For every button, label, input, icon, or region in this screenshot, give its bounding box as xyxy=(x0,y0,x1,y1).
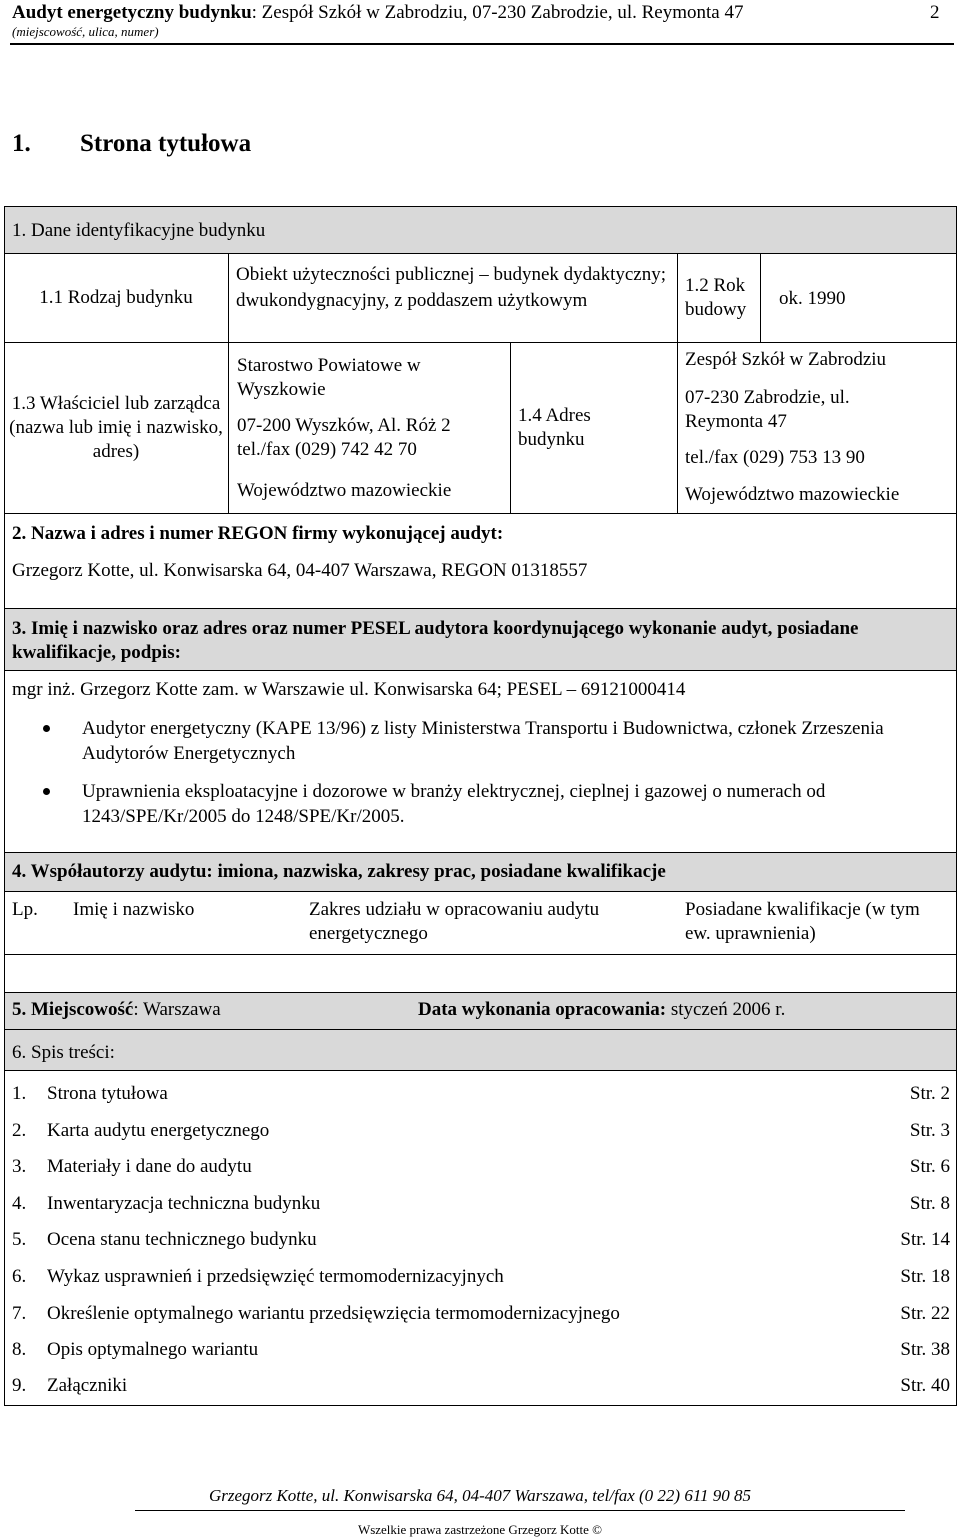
toc-item-label: Inwentaryzacja techniczna budynku xyxy=(47,1193,321,1214)
owner-name: Starostwo Powiatowe w Wyszkowie xyxy=(237,355,421,400)
identification-title: 1. Dane identyfikacyjne budynku xyxy=(12,220,266,241)
coauthors-col-scope: Zakres udziału w opracowaniu audytu energetycznego xyxy=(309,899,600,944)
coauthors-col-name: Imię i nazwisko xyxy=(73,899,195,920)
toc-item-page: Str. 40 xyxy=(900,1375,950,1396)
bullet-icon xyxy=(43,725,50,732)
coauthors-col-lp: Lp. xyxy=(12,899,38,920)
date xyxy=(418,998,785,1022)
toc-item-label: Materiały i dane do audytu xyxy=(47,1156,252,1177)
coauthors-title: 4. Współautorzy audytu: imiona, nazwiska, zakresy prac, posiadane kwalifikacje xyxy=(12,861,666,882)
year-label: 1.2 Rok budowy xyxy=(685,275,747,320)
owner-address: 07-200 Wyszków, Al. Róż 2 tel./fax (029) 742 42 70 xyxy=(237,415,451,460)
footer-divider xyxy=(135,1510,905,1511)
qualification-item: Audytor energetyczny (KAPE 13/96) z listy Ministerstwa Transportu i Budownictwa, członek Zrzeszenia Audytorów Energetycznych xyxy=(82,718,884,764)
footer-copyright: Wszelkie prawa zastrzeżone Grzegorz Kotte © xyxy=(357,1522,603,1537)
firm-value: Grzegorz Kotte, ul. Konwisarska 64, 04-407 Warszawa, REGON 01318557 xyxy=(12,560,588,581)
toc-item-label: Karta audytu energetycznego xyxy=(47,1120,270,1141)
toc-item-page: Str. 8 xyxy=(909,1193,950,1214)
section-title-text: Strona tytułowa xyxy=(80,130,252,157)
toc-item-number: 8. xyxy=(12,1339,27,1360)
toc-item xyxy=(12,1191,952,1217)
toc-item-page: Str. 6 xyxy=(909,1156,950,1177)
toc-item-number: 9. xyxy=(12,1375,27,1396)
document-header-place: : Zespół Szkół w Zabrodziu, 07-230 Zabrodzie, ul. Reymonta 47 xyxy=(251,2,744,23)
toc-item-number: 6. xyxy=(12,1266,27,1287)
toc-item-page: Str. 38 xyxy=(900,1339,950,1360)
section-number: 1. xyxy=(12,130,31,157)
auditor-value: mgr inż. Grzegorz Kotte zam. w Warszawie ul. Konwisarska 64; PESEL – 69121000414 xyxy=(12,679,686,700)
document-header-bold: Audyt energetyczny budynku xyxy=(12,2,252,23)
date-value: styczeń 2006 r. xyxy=(670,999,786,1020)
toc-item-label: Opis optymalnego wariantu xyxy=(47,1339,259,1360)
toc-title: 6. Spis treści: xyxy=(12,1042,115,1063)
toc-item xyxy=(12,1301,952,1327)
bullet-icon xyxy=(43,788,50,795)
place xyxy=(12,998,221,1022)
toc-item xyxy=(12,1118,952,1144)
building-phone: tel./fax (029) 753 13 90 xyxy=(685,447,865,468)
address-label: 1.4 Adres budynku xyxy=(518,405,591,450)
qualification-item: Uprawnienia eksploatacyjne i dozorowe w branży elektrycznej, cieplnej i gazowej o numerach od 1243/SPE/Kr/2005 do 1248/SPE/Kr/2005. xyxy=(82,781,826,827)
toc-item xyxy=(12,1373,952,1399)
footer-contact: Grzegorz Kotte, ul. Konwisarska 64, 04-407 Warszawa, tel/fax (0 22) 611 90 85 xyxy=(208,1486,752,1505)
building-type-value: Obiekt użyteczności publicznej – budynek dydaktyczny; dwukondygnacyjny, z poddaszem użytkowym xyxy=(236,264,667,311)
header-divider xyxy=(10,43,954,45)
firm-title: 2. Nazwa i adres i numer REGON firmy wykonującej audyt: xyxy=(12,523,504,544)
toc-item-label: Wykaz usprawnień i przedsięwzięć termomodernizacyjnych xyxy=(47,1266,504,1287)
building-name: Zespół Szkół w Zabrodziu xyxy=(685,349,887,370)
coauthors-col-qualifications: Posiadane kwalifikacje (w tym ew. uprawnienia) xyxy=(685,899,920,944)
toc-item-page: Str. 14 xyxy=(900,1229,950,1250)
owner-region: Województwo mazowieckie xyxy=(237,480,452,501)
section-title xyxy=(12,130,251,158)
place-value: : Warszawa xyxy=(133,999,221,1020)
place-label: 5. Miejscowość xyxy=(12,999,134,1020)
toc-item xyxy=(12,1081,952,1107)
building-type-label: 1.1 Rodzaj budynku xyxy=(39,287,193,308)
toc-item-page: Str. 22 xyxy=(900,1303,950,1324)
owner-label: 1.3 Właściciel lub zarządca (nazwa lub imię i nazwisko, adres) xyxy=(9,393,223,462)
date-label: Data wykonania opracowania: xyxy=(418,999,667,1020)
toc-item-page: Str. 3 xyxy=(909,1120,950,1141)
toc-item xyxy=(12,1264,952,1290)
toc-item-number: 2. xyxy=(12,1120,27,1141)
building-address: 07-230 Zabrodzie, ul. Reymonta 47 xyxy=(685,387,850,432)
toc-item-number: 7. xyxy=(12,1303,27,1324)
document-header-subtitle: (miejscowość, ulica, numer) xyxy=(12,24,159,39)
toc-item-label: Określenie optymalnego wariantu przedsięwzięcia termomodernizacyjnego xyxy=(47,1303,620,1324)
toc-item-page: Str. 2 xyxy=(909,1083,950,1104)
toc-item-label: Załączniki xyxy=(47,1375,128,1396)
toc-item-number: 3. xyxy=(12,1156,27,1177)
toc-item-number: 4. xyxy=(12,1193,27,1214)
toc-item-label: Strona tytułowa xyxy=(47,1083,168,1104)
page-number: 2 xyxy=(930,2,940,23)
toc-title-box xyxy=(4,1029,957,1071)
toc-item-number: 1. xyxy=(12,1083,27,1104)
toc-item-page: Str. 18 xyxy=(900,1266,950,1287)
toc-item xyxy=(12,1337,952,1363)
toc-item xyxy=(12,1154,952,1180)
year-value: ok. 1990 xyxy=(779,288,846,309)
toc-item-label: Ocena stanu technicznego budynku xyxy=(47,1229,317,1250)
document-header-title xyxy=(12,2,743,24)
auditor-title: 3. Imię i nazwisko oraz adres oraz numer PESEL audytora koordynującego wykonanie audyt, posiadane kwalifikacje, podpis: xyxy=(12,618,859,663)
toc-item xyxy=(12,1227,952,1253)
building-region: Województwo mazowieckie xyxy=(685,484,900,505)
toc-item-number: 5. xyxy=(12,1229,27,1250)
